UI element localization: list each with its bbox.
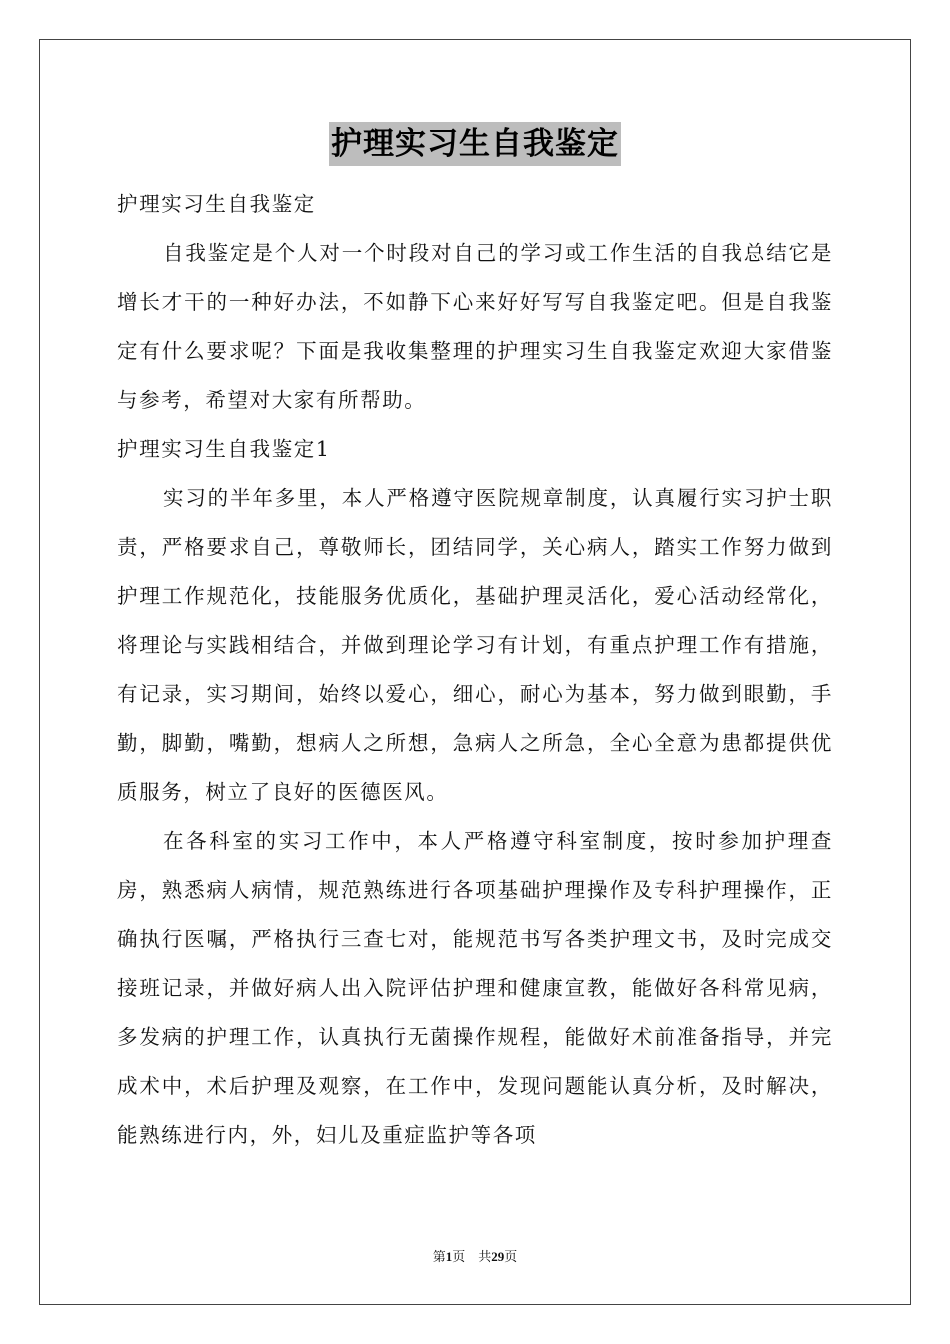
document-subtitle: 护理实习生自我鉴定: [117, 192, 316, 216]
footer-page-suffix: 页: [504, 1249, 518, 1264]
section-heading: 护理实习生自我鉴定1: [117, 437, 331, 461]
footer-current-page: 1: [445, 1249, 453, 1264]
document-title: 护理实习生自我鉴定: [329, 122, 621, 166]
intro-paragraph: 自我鉴定是个人对一个时段对自己的学习或工作生活的自我总结它是增长才干的一种好办法，不如静下心来好好写写自我鉴定吧。但是自我鉴定有什么要求呢？下面是我收集整理的护理实习生自我鉴定欢迎大家借鉴与参考，希望对大家有所帮助。: [117, 241, 833, 412]
body-paragraph-1: 实习的半年多里，本人严格遵守医院规章制度，认真履行实习护士职责，严格要求自己，尊敬师长，团结同学，关心病人，踏实工作努力做到护理工作规范化，技能服务优质化，基础护理灵活化，爱心活动经常化，将理论与实践相结合，并做到理论学习有计划，有重点护理工作有措施，有记录，实习期间，始终以爱心，细心，耐心为基本，努力做到眼勤，手勤，脚勤，嘴勤，想病人之所想，急病人之所急，全心全意为患都提供优质服务，树立了良好的医德医风。: [117, 486, 833, 804]
footer-page-prefix: 第: [432, 1249, 446, 1264]
page-footer: [0, 1248, 950, 1266]
title-container: [0, 122, 950, 166]
document-body: [117, 180, 833, 1160]
footer-page-mid: 页 共: [452, 1249, 492, 1264]
footer-total-pages: 29: [491, 1249, 505, 1264]
body-paragraph-2: 在各科室的实习工作中，本人严格遵守科室制度，按时参加护理查房，熟悉病人病情，规范熟练进行各项基础护理操作及专科护理操作，正确执行医嘱，严格执行三查七对，能规范书写各类护理文书，及时完成交接班记录，并做好病人出入院评估护理和健康宣教，能做好各科常见病，多发病的护理工作，认真执行无菌操作规程，能做好术前准备指导，并完成术中，术后护理及观察，在工作中，发现问题能认真分析，及时解决，能熟练进行内，外，妇儿及重症监护等各项: [117, 829, 833, 1147]
